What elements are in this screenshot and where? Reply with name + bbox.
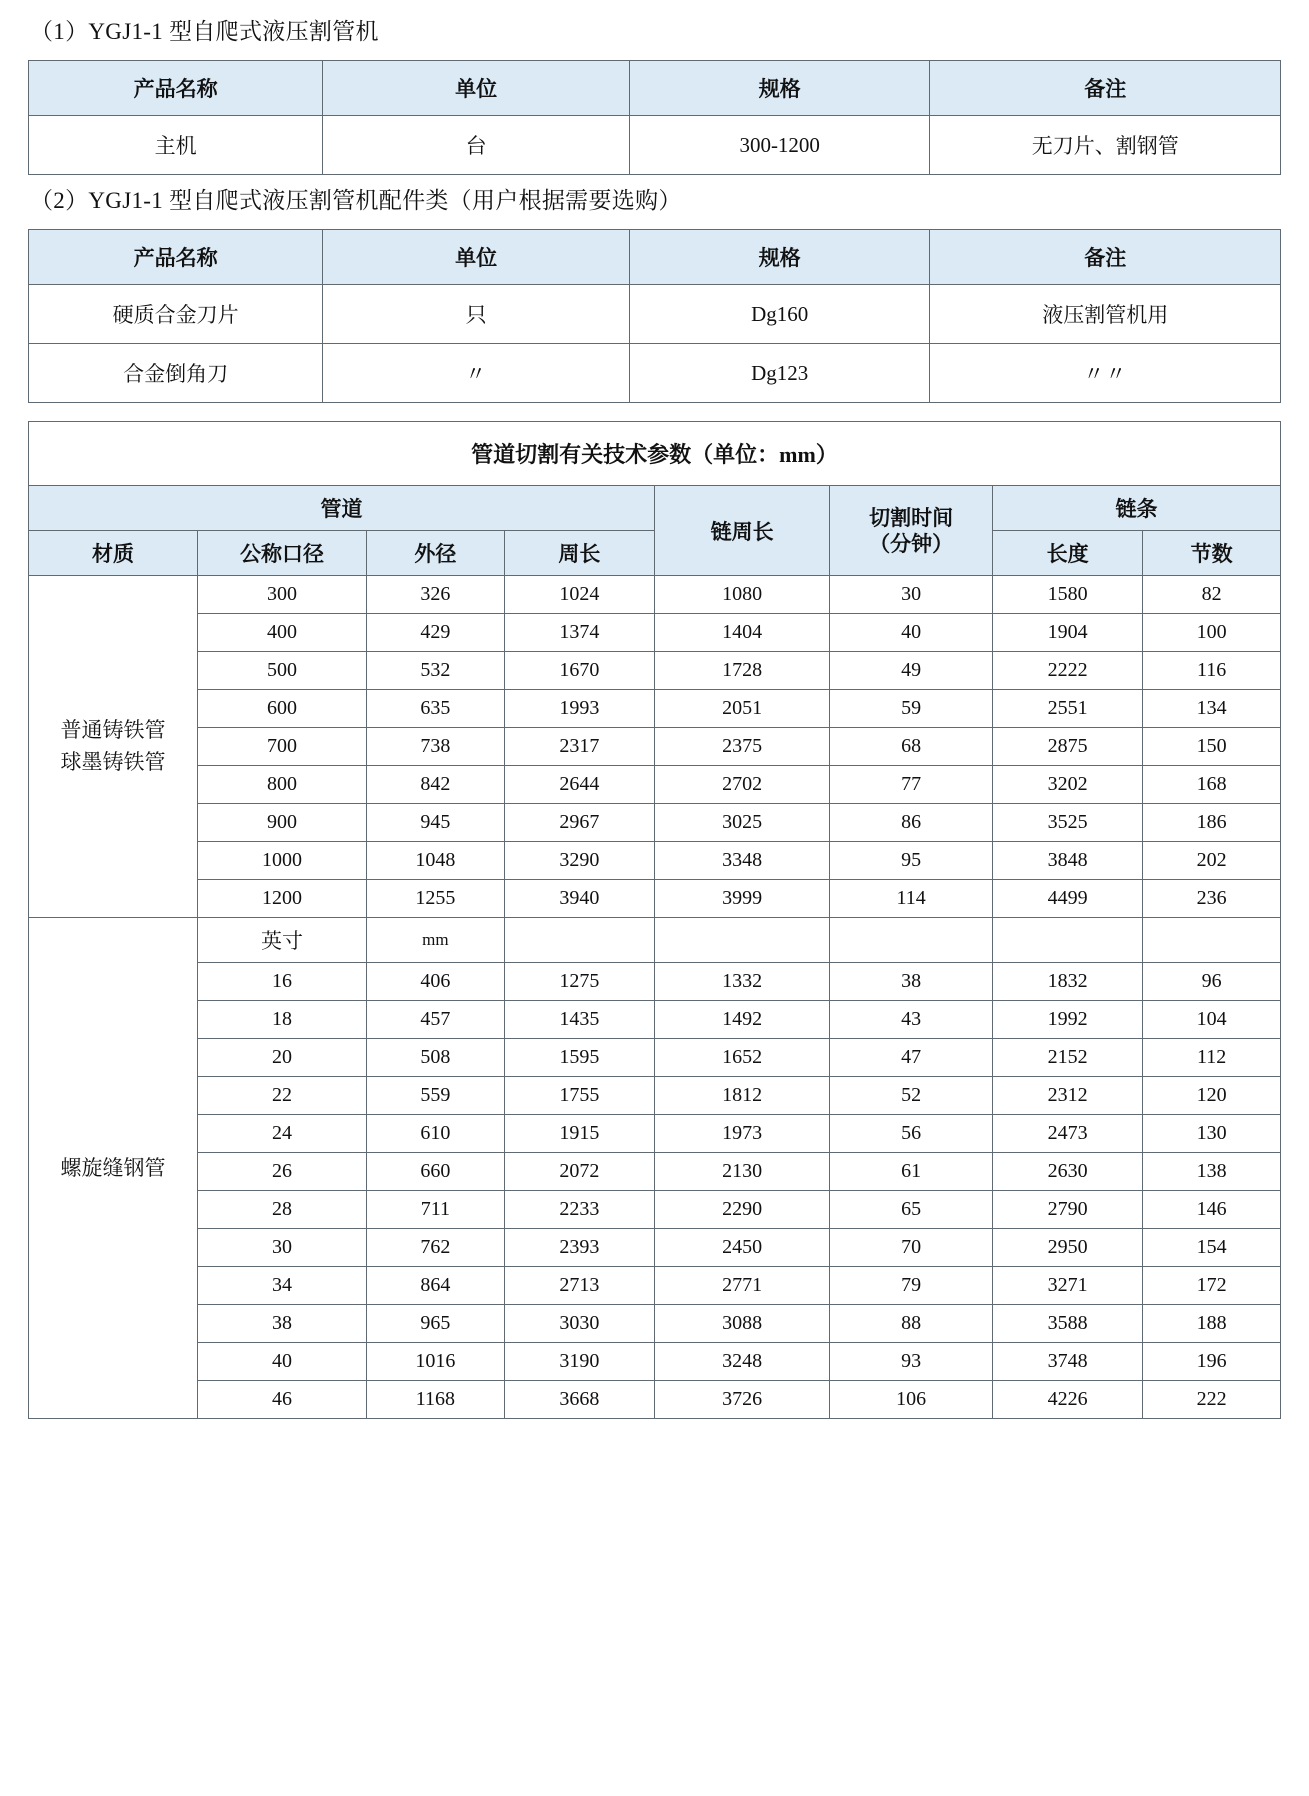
- table-row: [29, 1115, 1281, 1153]
- cell-chain-length: 2875: [993, 728, 1143, 766]
- cell-nominal-diameter: 26: [198, 1153, 367, 1191]
- group-header-chain-perimeter: 链周长: [654, 486, 829, 576]
- cell-outer-diameter: 610: [367, 1115, 505, 1153]
- cell-material-spiral-steel: 螺旋缝钢管: [29, 918, 198, 1419]
- column-header-product-name: 产品名称: [29, 61, 323, 116]
- cell-cut-time: 65: [830, 1191, 993, 1229]
- cell-cut-time: 30: [830, 576, 993, 614]
- cell-cut-time: 68: [830, 728, 993, 766]
- cell-chain-perimeter: 1404: [654, 614, 829, 652]
- cell-product-name: 主机: [29, 116, 323, 175]
- product-table-accessories: [28, 229, 1281, 403]
- column-header-material: 材质: [29, 531, 198, 576]
- cell-chain-length: [993, 918, 1143, 963]
- cell-chain-perimeter: 1652: [654, 1039, 829, 1077]
- cell-cut-time: 52: [830, 1077, 993, 1115]
- cell-outer-diameter: 559: [367, 1077, 505, 1115]
- cell-cut-time: 93: [830, 1343, 993, 1381]
- column-header-spec: 规格: [629, 61, 929, 116]
- table-row: [29, 652, 1281, 690]
- table-row: [29, 285, 1281, 344]
- table-row: [29, 842, 1281, 880]
- cell-cut-time: 43: [830, 1001, 993, 1039]
- table-row-units: [29, 918, 1281, 963]
- tech-table-title-row: [29, 422, 1281, 486]
- cell-outer-diameter: 660: [367, 1153, 505, 1191]
- table-row: [29, 804, 1281, 842]
- cell-outer-diameter: 864: [367, 1267, 505, 1305]
- cell-chain-links: 116: [1143, 652, 1281, 690]
- cell-nominal-diameter: 400: [198, 614, 367, 652]
- tech-table-title: 管道切割有关技术参数（单位：mm）: [29, 422, 1281, 486]
- column-header-perimeter: 周长: [504, 531, 654, 576]
- cell-chain-links: 96: [1143, 963, 1281, 1001]
- table-row: [29, 766, 1281, 804]
- cell-chain-length: 2473: [993, 1115, 1143, 1153]
- cell-cut-time: 70: [830, 1229, 993, 1267]
- table-header-row: [29, 230, 1281, 285]
- cell-perimeter: 2233: [504, 1191, 654, 1229]
- cell-chain-perimeter: 3348: [654, 842, 829, 880]
- cell-perimeter: 1595: [504, 1039, 654, 1077]
- cell-nominal-diameter: 24: [198, 1115, 367, 1153]
- section-1-heading: （1）YGJ1-1 型自爬式液压割管机: [30, 19, 379, 44]
- cut-time-line-1: 切割时间: [869, 505, 954, 530]
- cell-nominal-diameter: 16: [198, 963, 367, 1001]
- cell-nominal-diameter: 700: [198, 728, 367, 766]
- cell-perimeter: 3190: [504, 1343, 654, 1381]
- table-header-row: [29, 61, 1281, 116]
- cell-perimeter: 2713: [504, 1267, 654, 1305]
- table-row: [29, 1343, 1281, 1381]
- cell-outer-diameter: 945: [367, 804, 505, 842]
- section-2-heading: （2）YGJ1-1 型自爬式液压割管机配件类（用户根据需要选购）: [30, 188, 682, 214]
- table-row: [29, 1267, 1281, 1305]
- cell-perimeter: 2072: [504, 1153, 654, 1191]
- column-header-remark: 备注: [930, 230, 1281, 285]
- column-header-chain-links: 节数: [1143, 531, 1281, 576]
- cell-chain-length: 2222: [993, 652, 1143, 690]
- column-header-outer-diameter: 外径: [367, 531, 505, 576]
- cell-unit: 只: [323, 285, 630, 344]
- cell-chain-perimeter: 1812: [654, 1077, 829, 1115]
- cell-chain-length: 3588: [993, 1305, 1143, 1343]
- cell-nominal-diameter: 28: [198, 1191, 367, 1229]
- cell-chain-links: 154: [1143, 1229, 1281, 1267]
- cell-perimeter: 1275: [504, 963, 654, 1001]
- cell-perimeter: 1670: [504, 652, 654, 690]
- cell-outer-diameter: 1016: [367, 1343, 505, 1381]
- cell-cut-time: 40: [830, 614, 993, 652]
- column-header-chain-length: 长度: [993, 531, 1143, 576]
- cell-chain-perimeter: [654, 918, 829, 963]
- cell-chain-length: 1580: [993, 576, 1143, 614]
- cell-perimeter: 1024: [504, 576, 654, 614]
- cell-chain-links: 236: [1143, 880, 1281, 918]
- column-header-spec: 规格: [629, 230, 929, 285]
- cell-outer-diameter: 457: [367, 1001, 505, 1039]
- cell-perimeter: 2967: [504, 804, 654, 842]
- cell-chain-perimeter: 2051: [654, 690, 829, 728]
- cell-chain-perimeter: 2450: [654, 1229, 829, 1267]
- table-row: [29, 1305, 1281, 1343]
- cell-nominal-diameter: 300: [198, 576, 367, 614]
- cell-chain-links: 104: [1143, 1001, 1281, 1039]
- section-1: [28, 16, 1281, 175]
- cell-unit: 台: [323, 116, 630, 175]
- cell-cut-time: 61: [830, 1153, 993, 1191]
- cell-chain-length: 1904: [993, 614, 1143, 652]
- cell-remark: 〃〃: [930, 344, 1281, 403]
- cell-chain-perimeter: 3248: [654, 1343, 829, 1381]
- cell-unit: 〃: [323, 344, 630, 403]
- cell-cut-time: 88: [830, 1305, 993, 1343]
- cell-nominal-diameter: 800: [198, 766, 367, 804]
- cell-product-name: 合金倒角刀: [29, 344, 323, 403]
- column-header-remark: 备注: [930, 61, 1281, 116]
- cell-cut-time: 77: [830, 766, 993, 804]
- cell-chain-length: 1832: [993, 963, 1143, 1001]
- group-header-cut-time: [830, 486, 993, 576]
- material-line-2: 球墨铸铁管: [60, 749, 166, 774]
- cell-unit-inch: 英寸: [198, 918, 367, 963]
- table-row: [29, 1001, 1281, 1039]
- cell-chain-perimeter: 2375: [654, 728, 829, 766]
- cell-chain-length: 3848: [993, 842, 1143, 880]
- cell-perimeter: 2393: [504, 1229, 654, 1267]
- cell-perimeter: 1993: [504, 690, 654, 728]
- cell-chain-perimeter: 3999: [654, 880, 829, 918]
- table-row: [29, 1039, 1281, 1077]
- cell-material-cast-iron: [29, 576, 198, 918]
- cell-chain-perimeter: 1492: [654, 1001, 829, 1039]
- cell-chain-length: 2630: [993, 1153, 1143, 1191]
- cell-perimeter: 1755: [504, 1077, 654, 1115]
- cell-chain-perimeter: 1080: [654, 576, 829, 614]
- cell-outer-diameter: 1048: [367, 842, 505, 880]
- cell-chain-length: 2312: [993, 1077, 1143, 1115]
- cell-chain-length: 3271: [993, 1267, 1143, 1305]
- cut-time-line-2: （分钟）: [869, 531, 954, 556]
- cell-perimeter: 1915: [504, 1115, 654, 1153]
- cell-nominal-diameter: 18: [198, 1001, 367, 1039]
- cell-chain-links: 134: [1143, 690, 1281, 728]
- cell-chain-length: 4499: [993, 880, 1143, 918]
- cell-outer-diameter: 1255: [367, 880, 505, 918]
- cell-perimeter: 2317: [504, 728, 654, 766]
- cell-perimeter: 1374: [504, 614, 654, 652]
- cell-chain-links: 202: [1143, 842, 1281, 880]
- cell-cut-time: 114: [830, 880, 993, 918]
- cell-spec: Dg123: [629, 344, 929, 403]
- cell-cut-time: 95: [830, 842, 993, 880]
- cell-perimeter: 3290: [504, 842, 654, 880]
- cell-product-name: 硬质合金刀片: [29, 285, 323, 344]
- cell-outer-diameter: 738: [367, 728, 505, 766]
- cell-chain-links: 112: [1143, 1039, 1281, 1077]
- cell-chain-links: [1143, 918, 1281, 963]
- cell-cut-time: 106: [830, 1381, 993, 1419]
- cell-chain-links: 138: [1143, 1153, 1281, 1191]
- column-header-unit: 单位: [323, 61, 630, 116]
- group-header-pipe: 管道: [29, 486, 655, 531]
- cell-chain-perimeter: 1332: [654, 963, 829, 1001]
- cell-perimeter: 2644: [504, 766, 654, 804]
- cell-chain-links: 188: [1143, 1305, 1281, 1343]
- cell-chain-perimeter: 3025: [654, 804, 829, 842]
- cell-nominal-diameter: 46: [198, 1381, 367, 1419]
- cell-unit-mm: mm: [367, 918, 505, 963]
- table-row: [29, 880, 1281, 918]
- table-row: [29, 1229, 1281, 1267]
- table-row: [29, 116, 1281, 175]
- cell-chain-perimeter: 1973: [654, 1115, 829, 1153]
- cell-chain-length: 3525: [993, 804, 1143, 842]
- table-row: [29, 1381, 1281, 1419]
- cell-chain-links: 172: [1143, 1267, 1281, 1305]
- cell-remark: 无刀片、割钢管: [930, 116, 1281, 175]
- cell-cut-time: 59: [830, 690, 993, 728]
- cell-nominal-diameter: 30: [198, 1229, 367, 1267]
- cell-outer-diameter: 508: [367, 1039, 505, 1077]
- cell-chain-length: 3202: [993, 766, 1143, 804]
- cell-nominal-diameter: 600: [198, 690, 367, 728]
- cell-chain-links: 168: [1143, 766, 1281, 804]
- cell-perimeter: 3030: [504, 1305, 654, 1343]
- cell-outer-diameter: 965: [367, 1305, 505, 1343]
- cell-chain-perimeter: 3726: [654, 1381, 829, 1419]
- cell-perimeter: [504, 918, 654, 963]
- cell-chain-links: 100: [1143, 614, 1281, 652]
- cell-chain-links: 150: [1143, 728, 1281, 766]
- table-row: [29, 1153, 1281, 1191]
- cell-nominal-diameter: 22: [198, 1077, 367, 1115]
- cell-chain-length: 1992: [993, 1001, 1143, 1039]
- column-header-product-name: 产品名称: [29, 230, 323, 285]
- cell-outer-diameter: 532: [367, 652, 505, 690]
- cell-chain-perimeter: 2702: [654, 766, 829, 804]
- cell-chain-links: 146: [1143, 1191, 1281, 1229]
- section-2: [28, 185, 1281, 403]
- cell-chain-length: 2950: [993, 1229, 1143, 1267]
- cell-outer-diameter: 762: [367, 1229, 505, 1267]
- cell-chain-links: 130: [1143, 1115, 1281, 1153]
- cell-cut-time: 47: [830, 1039, 993, 1077]
- cell-chain-perimeter: 1728: [654, 652, 829, 690]
- technical-parameters-table: [28, 421, 1281, 1419]
- cell-chain-links: 196: [1143, 1343, 1281, 1381]
- table-row: [29, 1077, 1281, 1115]
- table-row: [29, 576, 1281, 614]
- cell-nominal-diameter: 1200: [198, 880, 367, 918]
- cell-cut-time: 79: [830, 1267, 993, 1305]
- cell-nominal-diameter: 38: [198, 1305, 367, 1343]
- cell-nominal-diameter: 20: [198, 1039, 367, 1077]
- cell-chain-links: 222: [1143, 1381, 1281, 1419]
- table-row: [29, 690, 1281, 728]
- cell-nominal-diameter: 1000: [198, 842, 367, 880]
- cell-nominal-diameter: 34: [198, 1267, 367, 1305]
- cell-outer-diameter: 711: [367, 1191, 505, 1229]
- cell-nominal-diameter: 500: [198, 652, 367, 690]
- cell-chain-length: 2790: [993, 1191, 1143, 1229]
- table-row: [29, 614, 1281, 652]
- cell-nominal-diameter: 40: [198, 1343, 367, 1381]
- cell-cut-time: 56: [830, 1115, 993, 1153]
- cell-chain-links: 120: [1143, 1077, 1281, 1115]
- column-header-unit: 单位: [323, 230, 630, 285]
- column-header-nominal-diameter: 公称口径: [198, 531, 367, 576]
- cell-outer-diameter: 842: [367, 766, 505, 804]
- cell-perimeter: 3668: [504, 1381, 654, 1419]
- cell-chain-links: 82: [1143, 576, 1281, 614]
- cell-chain-length: 4226: [993, 1381, 1143, 1419]
- cell-chain-perimeter: 2130: [654, 1153, 829, 1191]
- cell-outer-diameter: 326: [367, 576, 505, 614]
- cell-cut-time: 49: [830, 652, 993, 690]
- cell-outer-diameter: 1168: [367, 1381, 505, 1419]
- product-table-main: [28, 60, 1281, 175]
- cell-cut-time: 86: [830, 804, 993, 842]
- cell-outer-diameter: 429: [367, 614, 505, 652]
- cell-chain-length: 3748: [993, 1343, 1143, 1381]
- table-row: [29, 344, 1281, 403]
- tech-table-group-header-row: [29, 486, 1281, 531]
- tech-table-body: [29, 576, 1281, 1419]
- table-row: [29, 728, 1281, 766]
- cell-perimeter: 1435: [504, 1001, 654, 1039]
- cell-cut-time: [830, 918, 993, 963]
- cell-spec: Dg160: [629, 285, 929, 344]
- cell-chain-links: 186: [1143, 804, 1281, 842]
- table-row: [29, 963, 1281, 1001]
- cell-chain-perimeter: 2290: [654, 1191, 829, 1229]
- cell-remark: 液压割管机用: [930, 285, 1281, 344]
- table-row: [29, 1191, 1281, 1229]
- cell-spec: 300-1200: [629, 116, 929, 175]
- cell-chain-length: 2551: [993, 690, 1143, 728]
- cell-perimeter: 3940: [504, 880, 654, 918]
- cell-cut-time: 38: [830, 963, 993, 1001]
- cell-outer-diameter: 635: [367, 690, 505, 728]
- cell-chain-perimeter: 2771: [654, 1267, 829, 1305]
- group-header-chain: 链条: [993, 486, 1281, 531]
- material-line-1: 普通铸铁管: [60, 718, 166, 743]
- cell-chain-length: 2152: [993, 1039, 1143, 1077]
- cell-chain-perimeter: 3088: [654, 1305, 829, 1343]
- cell-outer-diameter: 406: [367, 963, 505, 1001]
- cell-nominal-diameter: 900: [198, 804, 367, 842]
